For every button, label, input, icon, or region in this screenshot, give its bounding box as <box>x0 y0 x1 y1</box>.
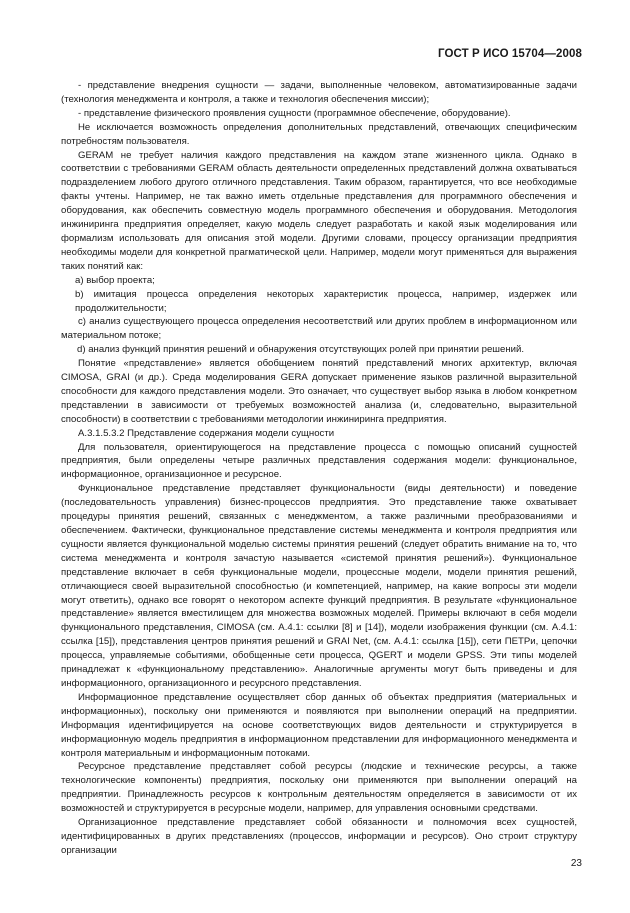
list-item-a: а) выбор проекта; <box>75 274 155 286</box>
paragraph-additional-views: Не исключается возможность определения дополнительных представлений, отвечающих специфическим потребностям пользователя. <box>61 121 577 147</box>
paragraph-physical-view: - представление физического проявления сущности (программное обеспечение, оборудование). <box>78 107 511 119</box>
list-item-c: с) анализ существующего процесса определения несоответствий или других проблем в информационном или материальном потоке; <box>61 316 577 342</box>
list-item-b: b) имитация процесса определения некоторых характеристик процесса, например, издержек или продолжительности; <box>75 288 577 314</box>
paragraph-information-view: Информационное представление осуществляет сбор данных об объектах предприятия (материальных и информационных), поскольку они применяются и появляются при выполнении операций на предприятии. Информация идентифицируется на основе соответствующих видов деятельности и структурируется в информационную модель предприятия в информационном представлении для информационного менеджмента и контроля материальным и информационным потоками. <box>61 691 577 759</box>
paragraph-resource-view: Ресурсное представление представляет собой ресурсы (людские и технические ресурсы, а также технологические компоненты) предприятия, поскольку они применяются при выполнении операций на предприятии. Принадлежность ресурсов к контрольным деятельностям определяется в зависимости от их возможностей и структурируется в ресурсные модели, например, для управления основными средствами. <box>61 761 577 815</box>
paragraph-functional-view: Функциональное представление представляет функциональности (виды деятельности) и поведение (последовательность управления) бизнес-процессов предприятия. Это представление также охватывает процедуры принятия решений, связанных с менеджментом, а также различными преобразованиями и обеспечением. Фактически, функциональное представление системы менеджмента и контроля предприятия или сущности является функциональной моделью системы принятия решений (следует обратить внимание на то, что система менеджмента и контроля зачастую называется «системой принятия решений»). Функциональное представление включает в себя функциональные модели, процессные модели, модели принятия решений, отличающиеся своей выразительной способностью (и компетенцией, например, на какие вопросы эти модели могут ответить), однако все говорят о некотором аспекте функций предприятия. В результате «функциональное представление» является вместилищем для множества возможных моделей. Примеры включают в себя модели функционального представления, CIMOSA (см. А.4.1: ссылки [8] и [14]), модели изображения функции (см. А.4.1: ссылка [15]), представления центров принятия решений и GRAI Net, (см. А.4.1: ссылка [15]), сети ПЕТРи, цепочки процесса, управляемые событиями, обобщенные сети процесса, QGERT и модели GPSS. Эти типы моделей принадлежат к «функциональному представлению». Аналогичные аргументы могут быть приведены и для информационного, организационного и ресурсного представления. <box>61 483 577 689</box>
paragraph-geram: GERAM не требует наличия каждого представления на каждом этапе жизненного цикла. Однако в соответствии с требованиями GERAM область деятельности определенных представлений должна охватываться подразделением любого другого отличного представления. Таким образом, гарантируется, что все необходимые факты учтены. Например, не так важно иметь отдельные представления для программного обеспечения и оборудования, как обеспечить совместную модель программного обеспечения и оборудования. Методология инжиниринга предприятия определяет, какую модель следует разработать и какой язык моделирования или формализм использовать для описания этой модели. Другими словами, процессу организации предприятия необходимы модели для конкретной прагматической цели. Например, модели могут применяться для выражения таких понятий как: <box>61 149 577 272</box>
standard-header: ГОСТ Р ИСО 15704—2008 <box>437 48 582 60</box>
paragraph-view-concept: Понятие «представление» является обобщением понятий представлений многих архитектур, включая CIMOSA, GRAI (и др.). Среда моделирования GERA допускает применение языков различной выразительной способности для каждого представления модели. Это означает, что существует выбор языка в любом конкретном представлении в зависимости от требуемых возможностей анализа (и, следовательно, выразительной способности) в соответствии с требованиями методологии инжиниринга предприятия. <box>61 358 577 425</box>
section-heading: А.3.1.5.3.2 Представление содержания модели сущности <box>78 427 335 439</box>
list-item-d: d) анализ функций принятия решений и обнаружения отсутствующих ролей при принятии решений. <box>77 344 525 356</box>
page-number: 23 <box>570 858 582 869</box>
paragraph-content-views: Для пользователя, ориентирующегося на представление процесса с помощью описаний сущностей предприятия, были определены четыре различных представления содержания модели: функциональное, информационное, организационное и ресурсное. <box>61 441 577 481</box>
paragraph-organization-view: Организационное представление представляет собой обязанности и полномочия всех сущностей, идентифицированных в других представлениях (процессов, информации и ресурсов). Оно строит структуру организации <box>61 817 577 856</box>
paragraph-implementation-view: - представление внедрения сущности — задачи, выполненные человеком, автоматизированные задачи (технология менеджмента и контроля, а также и технология обеспечения миссии); <box>61 80 577 105</box>
document-body <box>61 79 577 858</box>
